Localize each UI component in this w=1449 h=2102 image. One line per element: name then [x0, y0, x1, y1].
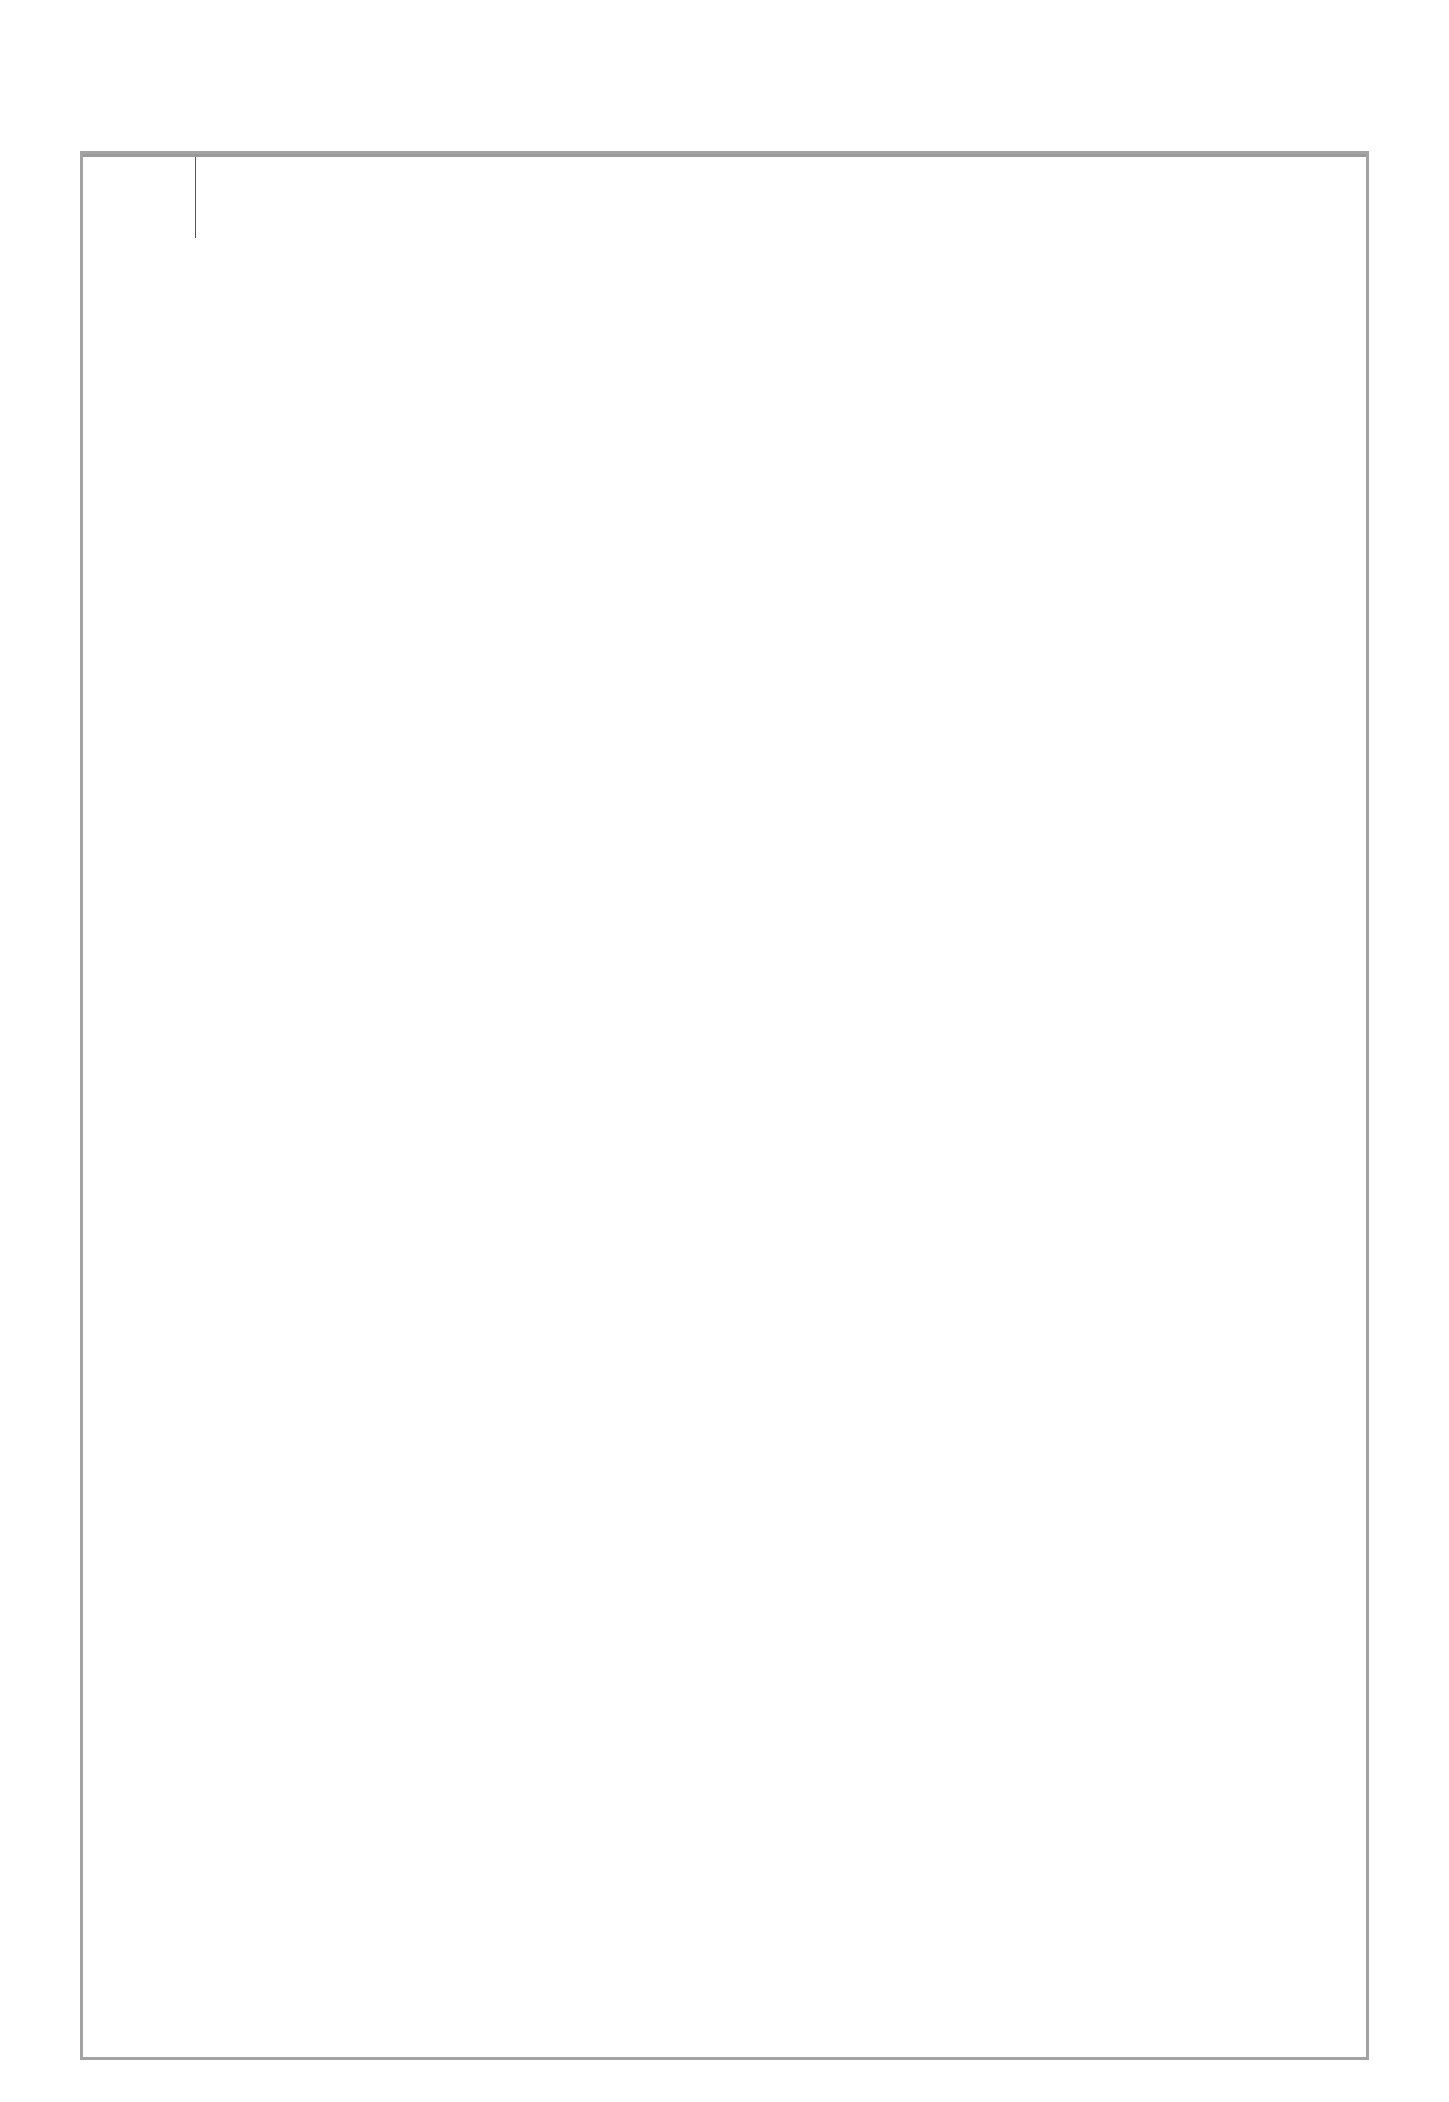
schedule-table [80, 151, 1369, 2060]
remarks-text [201, 157, 1366, 238]
remarks-label [83, 157, 196, 238]
remarks-row [83, 154, 1366, 238]
